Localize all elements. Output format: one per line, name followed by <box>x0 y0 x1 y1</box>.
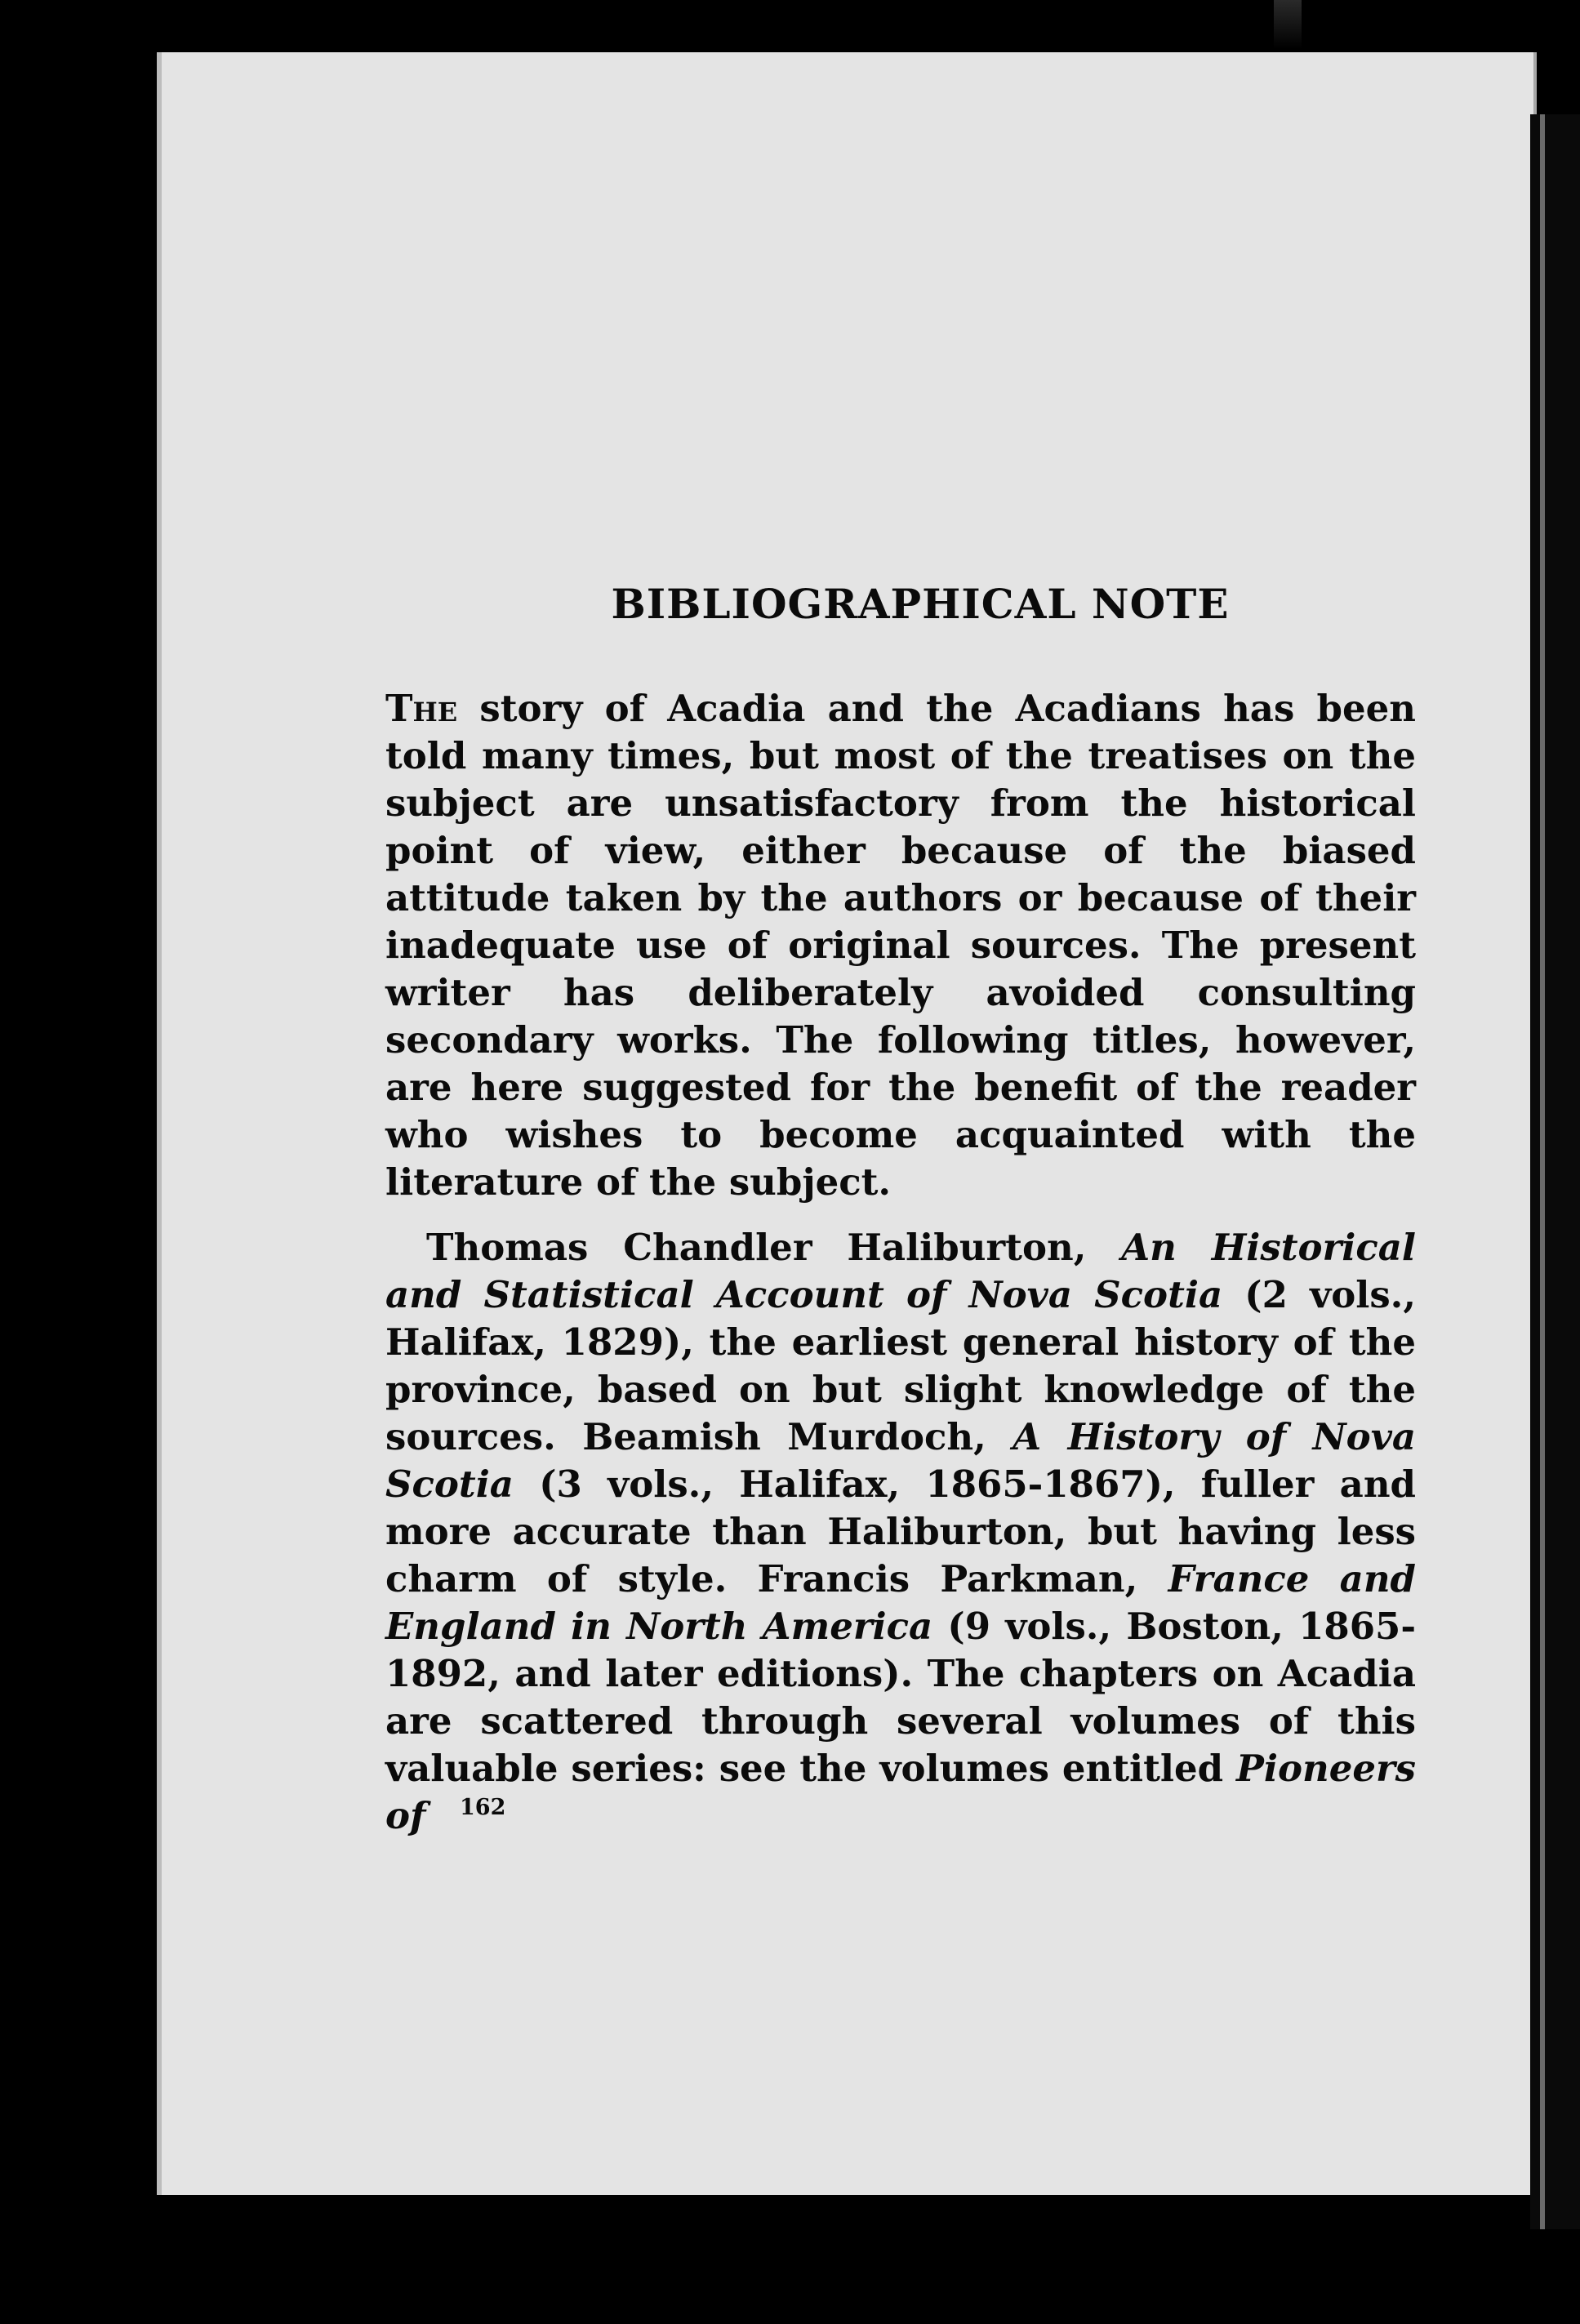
bibliography-text-3: (9 vols., Boston, 1865-1892, and later editions). The chapters on Acadia are scattered through several volumes of this valuable series: see the volumes entitled <box>385 1605 1417 1790</box>
small-caps-lead: The <box>385 687 458 730</box>
page-edge-line <box>1540 114 1545 2229</box>
title-france-england: France and England in North America <box>385 1557 1416 1648</box>
page-heading: BIBLIOGRAPHICAL NOTE <box>611 580 1230 628</box>
author-haliburton: Thomas Chandler Haliburton, <box>426 1226 1122 1269</box>
scan-artifact <box>1274 0 1302 49</box>
facing-page-edge <box>1530 114 1580 2229</box>
intro-paragraph <box>385 685 1416 1206</box>
bibliography-paragraph <box>385 1224 1416 1840</box>
bibliography-text-1: (2 vols., Halifax, 1829), the earliest general history of the province, based on but slight knowledge of the sources. Beamish Murdoch, <box>385 1273 1416 1458</box>
title-history-nova-scotia: A History of Nova Scotia <box>385 1415 1417 1506</box>
text-block <box>385 580 1416 1840</box>
intro-paragraph-text: story of Acadia and the Acadians has been told many times, but most of the treatises on the subject are unsatisfactory from the historical point of view, either because of the biased attitude taken by the authors or because of their inadequate use of original sources. The present writer has deliberately avoided consulting secondary works. The following titles, however, are here suggested for the benefit of the reader who wishes to become acquainted with the literature of the subject. <box>385 687 1416 1204</box>
title-historical-account: An Historical and Statistical Account of Nova Scotia <box>385 1226 1416 1316</box>
page-number: 162 <box>460 1795 506 1820</box>
title-pioneers: Pioneers of <box>385 1747 1416 1837</box>
bibliography-text-2: (3 vols., Halifax, 1865-1867), fuller and more accurate than Haliburton, but having less charm of style. Francis Parkman, <box>385 1463 1416 1601</box>
